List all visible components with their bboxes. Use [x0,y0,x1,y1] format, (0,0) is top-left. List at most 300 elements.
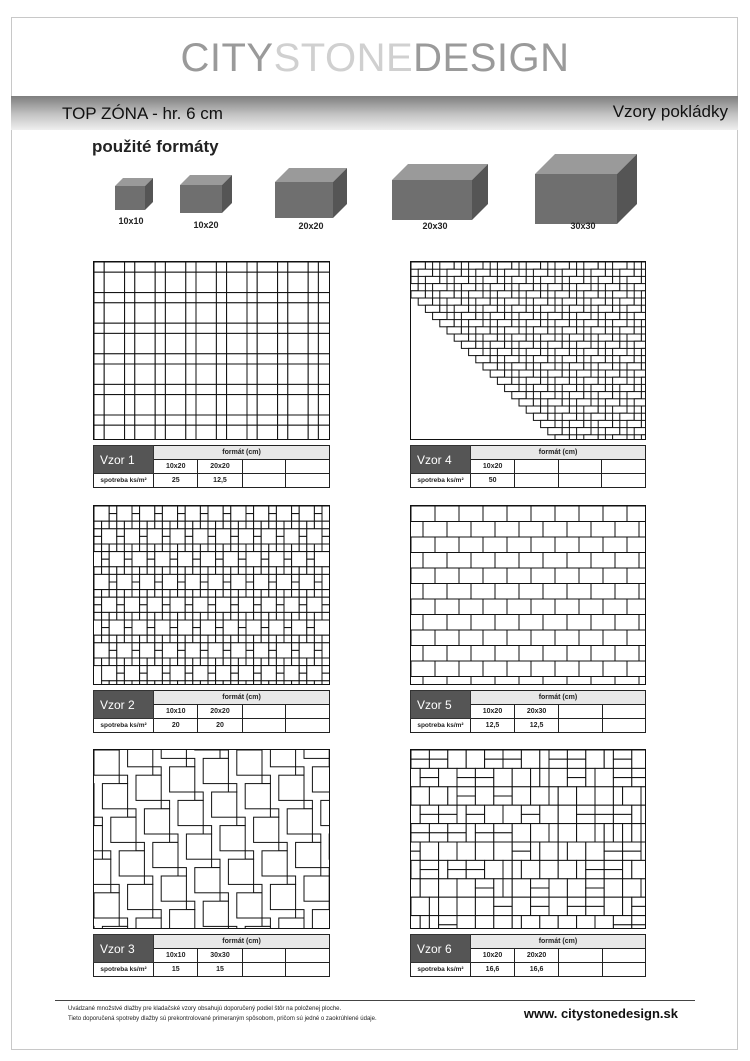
paver-10x10 [261,552,269,560]
paver-10x10 [220,750,228,758]
paver-10x10 [246,567,254,575]
paver-10x20 [494,824,512,833]
paver-10x20 [613,750,631,759]
paver-30x30 [304,749,329,758]
paver-10x10 [124,620,132,628]
paver-10x10 [124,635,132,643]
paver-10x20 [490,370,504,377]
paver-10x10 [140,536,148,544]
paver-20x20 [411,897,429,915]
paver-10x20 [577,428,591,435]
paver-10x10 [94,635,102,643]
paver-10x10 [140,605,148,613]
paver-30x30 [279,918,304,929]
paver-20x20 [307,529,322,544]
paver-10x10 [269,506,277,514]
paver-20x20 [135,364,155,384]
paver-10x10 [178,574,186,582]
paver-10x20 [433,312,447,319]
paver-10x10 [270,809,278,817]
paver-10x10 [254,605,262,613]
paver-10x10 [178,643,186,651]
paver-10x10 [231,521,239,529]
pattern-name: Vzor 3 [94,935,154,963]
paver-10x10 [94,536,102,544]
paver-20x30 [543,615,567,631]
footer-note-1: Uvádzané množstvé dlažby pre kladačské vzory obsahujú doporučený podiel štôr na položenej ploche. [68,1006,342,1012]
paver-10x10 [117,521,125,529]
paver-10x10 [147,620,155,628]
paver-10x10 [238,681,246,685]
paver-10x10 [314,514,322,522]
paver-20x30 [447,677,471,686]
paver-20x20 [284,597,299,612]
paver-20x20 [261,529,276,544]
paver-10x10 [269,612,277,620]
paver-20x30 [639,646,646,662]
paver-20x20 [269,552,284,567]
paver-10x10 [208,590,216,598]
paver-10x10 [223,574,231,582]
paver-10x20 [227,384,247,394]
paver-10x20 [165,415,185,425]
paver-10x20 [623,842,641,851]
paver-10x20 [577,312,591,319]
paver-10x20 [429,916,438,929]
paver-10x10 [117,544,125,552]
pattern-1-drawing [93,261,330,440]
paver-10x20 [569,305,583,312]
paver-10x10 [162,567,170,575]
paver-10x20 [440,320,454,327]
paver-10x20 [196,415,216,425]
paver-30x30 [262,851,287,876]
paver-10x20 [613,348,627,355]
paver-10x20 [548,370,562,377]
paver-10x10 [284,559,292,567]
paver-10x10 [208,544,216,552]
paver-10x20 [567,897,585,906]
paver-20x20 [558,824,576,842]
paver-20x20 [102,666,117,681]
paver-20x20 [231,643,246,658]
paver-10x10 [208,536,216,544]
paver-10x20 [533,413,547,420]
paver-10x10 [170,834,178,842]
paver-10x20 [613,320,627,327]
paver-10x10 [193,559,201,567]
paver-10x10 [307,658,315,666]
paver-20x30 [579,537,603,553]
paver-20x20 [147,666,162,681]
paver-10x10 [185,529,193,537]
paver-20x20 [512,824,530,842]
paver-20x30 [471,584,495,600]
paver-20x30 [411,630,435,646]
paver-10x10 [200,582,208,590]
paver-20x20 [227,425,247,440]
paver-20x20 [227,364,247,384]
paver-20x30 [507,661,531,677]
paver-10x20 [476,327,490,334]
paver-10x10 [185,681,193,685]
paver-10x10 [170,552,178,560]
paver-10x10 [261,620,269,628]
paver-10x20 [439,860,448,878]
paver-20x20 [104,364,124,384]
paver-10x20 [591,327,605,334]
paver-10x10 [200,612,208,620]
paver-20x30 [435,599,459,615]
paver-10x10 [247,354,257,364]
paver-10x10 [322,597,330,605]
paver-10x10 [155,293,165,303]
paver-10x10 [124,559,132,567]
paver-10x10 [125,293,135,303]
paver-20x20 [540,842,558,860]
paver-10x10 [216,681,224,685]
paver-10x20 [257,384,277,394]
paver-20x20 [549,879,567,897]
paver-20x20 [420,842,438,860]
pattern-4-drawing [410,261,646,440]
paver-10x10 [307,590,315,598]
paver-20x30 [411,537,435,553]
paver-10x20 [577,284,591,291]
paver-10x20 [475,833,493,842]
paver-10x10 [93,926,94,929]
paver-10x10 [94,658,102,666]
paver-20x20 [558,860,576,878]
paver-20x30 [519,584,543,600]
paver-20x20 [641,879,646,897]
paver-10x20 [598,305,612,312]
paver-10x10 [276,544,284,552]
format-label: 10x10 [118,216,144,226]
paver-20x20 [227,333,247,353]
paver-10x10 [299,612,307,620]
paver-10x20 [425,276,439,283]
paver-10x10 [102,628,110,636]
paver-10x10 [185,635,193,643]
paver-10x20 [512,860,521,878]
paver-10x10 [185,521,193,529]
paver-20x20 [512,879,530,897]
paver-10x10 [292,635,300,643]
pattern-3-drawing [93,749,330,929]
paver-10x20 [227,354,247,364]
paver-10x20 [549,824,558,842]
paver-10x10 [245,851,253,859]
paver-10x10 [125,384,135,394]
paver-10x20 [469,320,483,327]
paver-10x10 [155,681,163,685]
paver-20x20 [475,916,493,929]
paver-20x30 [447,584,471,600]
paver-10x20 [591,356,605,363]
paver-10x20 [94,364,104,384]
paver-10x10 [299,590,307,598]
paver-10x10 [247,293,257,303]
paver-10x10 [238,559,246,567]
paver-10x20 [318,262,330,272]
paver-20x30 [591,615,615,631]
paver-10x10 [200,544,208,552]
paver-10x10 [178,544,186,552]
paver-10x20 [613,406,627,413]
paver-10x10 [170,590,178,598]
paver-10x20 [641,262,646,269]
paver-10x10 [261,559,269,567]
paver-10x20 [604,824,613,842]
paver-20x30 [410,522,423,538]
paver-10x20 [439,916,457,925]
paver-20x20 [135,303,155,323]
paver-20x30 [411,661,435,677]
paver-10x20 [562,356,576,363]
format-10x10 [115,178,153,210]
paver-10x10 [223,567,231,575]
paver-10x10 [170,521,178,529]
paver-20x30 [483,537,507,553]
paver-10x10 [109,567,117,575]
paver-10x10 [284,681,292,685]
paver-20x30 [543,677,567,686]
paver-20x30 [435,661,459,677]
paver-30x30 [195,868,220,893]
paver-10x10 [223,612,231,620]
paver-10x20 [429,824,447,833]
paver-10x10 [254,884,262,892]
paver-20x20 [165,333,185,353]
paver-10x20 [216,303,226,323]
paver-10x10 [117,658,125,666]
paver-10x10 [278,415,288,425]
paver-10x20 [411,759,429,768]
paver-10x10 [208,521,216,529]
paver-20x20 [193,666,208,681]
paver-10x10 [140,612,148,620]
paver-10x20 [278,303,288,323]
paver-10x20 [94,395,104,415]
paver-10x10 [186,384,196,394]
paver-10x20 [586,860,604,869]
paver-10x10 [94,605,102,613]
paver-10x20 [555,435,569,440]
paver-10x20 [591,413,605,420]
paver-10x20 [257,262,277,272]
paver-10x10 [208,681,216,685]
paver-10x10 [231,544,239,552]
paver-20x20 [269,620,284,635]
paver-20x20 [410,805,420,823]
paver-10x10 [261,521,269,529]
paver-10x10 [276,612,284,620]
paver-10x20 [541,363,555,370]
paver-20x30 [435,506,459,522]
paver-10x10 [254,521,262,529]
paver-20x20 [318,333,330,353]
paver-10x10 [322,612,330,620]
paver-20x20 [200,620,215,635]
paver-10x10 [117,536,125,544]
paver-20x30 [507,630,531,646]
paver-20x20 [322,574,330,589]
paver-10x10 [269,582,277,590]
paver-10x20 [591,298,605,305]
paver-10x10 [125,323,135,333]
paver-10x10 [299,666,307,674]
paver-20x20 [185,574,200,589]
paver-10x10 [170,612,178,620]
paver-10x10 [102,559,110,567]
pattern-6-spec: Vzor 6 formát (cm) 10x20 20x20 spotreba ks/m² 16,6 16,6 [410,934,646,977]
paver-10x10 [231,681,239,685]
paver-20x20 [216,666,231,681]
paver-10x10 [147,559,155,567]
paver-10x20 [586,897,604,906]
paver-20x20 [604,897,622,915]
paver-20x20 [577,824,595,842]
paver-20x20 [567,879,585,897]
paver-10x10 [278,293,288,303]
paver-20x30 [459,630,483,646]
paver-20x30 [591,522,615,538]
paver-20x20 [196,425,216,440]
paver-10x20 [278,333,288,353]
paver-30x30 [153,842,178,867]
paver-20x20 [193,529,208,544]
paver-20x20 [246,552,261,567]
paver-20x30 [507,537,531,553]
paver-10x20 [604,842,622,851]
paver-20x20 [193,597,208,612]
paver-10x20 [490,284,504,291]
paver-20x30 [543,646,567,662]
paver-10x10 [132,590,140,598]
paver-20x20 [558,916,576,929]
paver-10x10 [314,582,322,590]
paver-10x20 [512,305,526,312]
paver-10x10 [254,597,262,605]
paver-10x20 [584,348,598,355]
paver-10x20 [541,420,555,427]
paver-10x10 [155,384,165,394]
paver-20x20 [411,787,429,805]
paver-20x20 [521,750,539,768]
paver-10x10 [261,681,269,685]
paver-10x10 [246,650,254,658]
paver-10x10 [223,658,231,666]
paver-20x20 [216,597,231,612]
paver-10x10 [132,514,140,522]
paver-10x20 [418,298,432,305]
paver-10x20 [641,435,646,440]
paver-10x20 [125,364,135,384]
paver-10x10 [185,658,193,666]
paver-10x20 [613,805,631,814]
paver-10x20 [595,814,613,823]
paver-10x10 [284,567,292,575]
paver-10x20 [420,814,438,823]
paver-10x10 [308,262,318,272]
paver-10x10 [247,384,257,394]
paver-10x10 [147,544,155,552]
paver-10x20 [497,320,511,327]
paver-10x20 [549,787,558,805]
paver-10x20 [247,272,257,292]
paver-30x30 [144,809,169,834]
paver-20x30 [483,599,507,615]
pattern-name: Vzor 5 [411,691,471,719]
paver-10x10 [276,673,284,681]
paver-10x10 [170,635,178,643]
paver-30x30 [178,800,203,825]
paver-10x10 [203,826,211,834]
paver-10x10 [185,536,193,544]
paver-10x10 [322,681,330,685]
paver-10x20 [512,334,526,341]
paver-20x30 [447,615,471,631]
paver-10x20 [104,354,124,364]
paver-30x30 [161,876,186,901]
paver-10x10 [178,567,186,575]
paver-10x10 [185,590,193,598]
paver-10x10 [299,597,307,605]
paver-10x20 [567,768,585,777]
paver-20x20 [439,879,457,897]
paver-10x10 [109,544,117,552]
paver-10x10 [299,681,307,685]
paver-10x10 [162,597,170,605]
paver-10x10 [155,590,163,598]
paver-10x10 [246,590,254,598]
paver-10x20 [135,384,155,394]
paver-10x10 [228,784,236,792]
paver-10x10 [162,666,170,674]
paver-10x10 [208,597,216,605]
paver-10x20 [605,428,619,435]
paver-10x20 [613,778,631,787]
paver-20x30 [591,584,615,600]
footer-divider [55,1000,695,1001]
paver-10x20 [155,303,165,323]
paver-10x20 [288,293,308,303]
website-link[interactable]: www. citystonedesign.sk [523,1006,678,1021]
paver-10x10 [109,590,117,598]
paver-10x10 [124,658,132,666]
paver-20x20 [257,364,277,384]
paver-10x10 [254,567,262,575]
paver-10x10 [276,635,284,643]
paver-10x10 [314,650,322,658]
paver-10x20 [623,860,632,878]
paver-20x20 [494,768,512,786]
paver-10x10 [178,514,186,522]
paver-20x20 [124,529,139,544]
paver-20x30 [471,615,495,631]
paver-20x20 [165,272,185,292]
paver-20x30 [410,677,423,686]
paver-10x20 [577,805,595,814]
paver-10x10 [155,544,163,552]
paver-10x20 [227,415,247,425]
paver-10x10 [238,658,246,666]
paver-10x20 [457,787,475,796]
paver-10x10 [140,567,148,575]
paver-10x10 [254,635,262,643]
paver-10x20 [503,759,521,768]
